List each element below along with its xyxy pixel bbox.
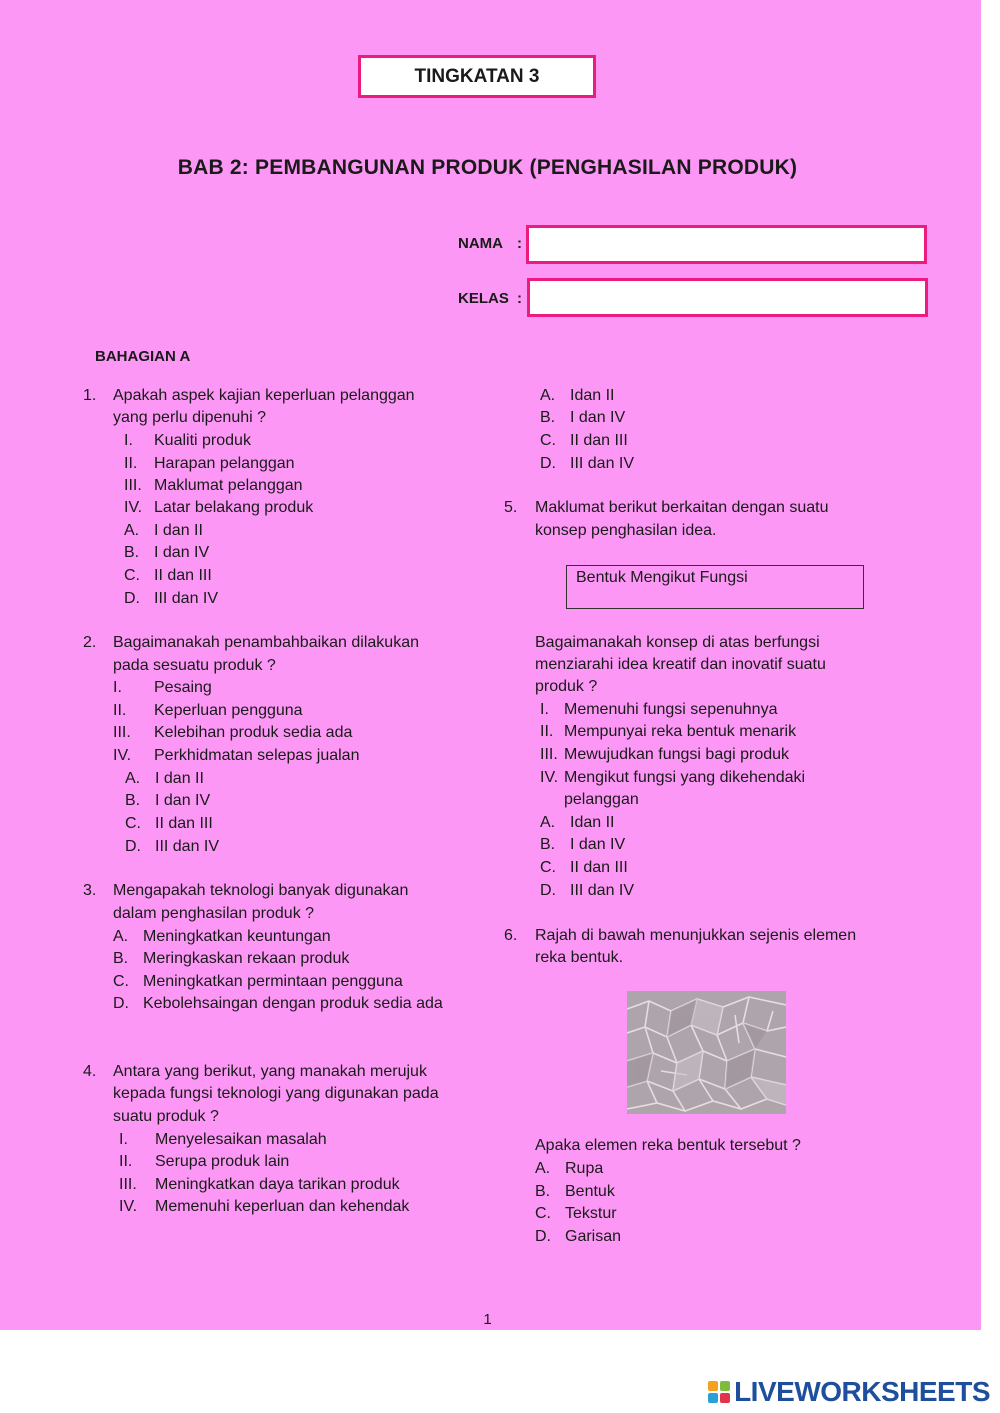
statement-number: III. [119,1176,137,1193]
option-text[interactable]: II dan III [155,815,213,832]
option-text[interactable]: I dan II [154,522,203,539]
logo-grid-icon [708,1381,730,1403]
option-text[interactable]: Kebolehsaingan dengan produk sedia ada [143,995,443,1012]
question-text: Mengapakah teknologi banyak digunakan [113,882,409,899]
option-letter[interactable]: B. [125,792,141,809]
option-text[interactable]: I dan II [155,770,204,787]
option-letter[interactable]: B. [540,836,556,853]
option-letter[interactable]: A. [540,387,556,404]
option-text[interactable]: III dan IV [570,455,635,472]
concept-box-text: Bentuk Mengikut Fungsi [576,569,748,586]
option-text[interactable]: III dan IV [155,838,220,855]
statement-text: Memenuhi fungsi sepenuhnya [564,701,778,718]
stone-texture-image [627,991,786,1114]
statement-text: Latar belakang produk [154,499,314,516]
option-text[interactable]: Meningkatkan permintaan pengguna [143,973,403,990]
option-letter[interactable]: C. [540,432,556,449]
concept-box [566,565,864,609]
option-text[interactable]: Rupa [565,1160,604,1177]
option-text[interactable]: I dan IV [570,836,626,853]
statement-text: Memenuhi keperluan dan kehendak [155,1198,410,1215]
statement-text: Mempunyai reka bentuk menarik [564,723,797,740]
question-text: Maklumat berikut berkaitan dengan suatu [535,499,829,516]
question-text: dalam penghasilan produk ? [113,905,315,922]
statement-number: IV. [540,769,559,786]
statement-text: Menyelesaikan masalah [155,1131,327,1148]
option-text[interactable]: I dan IV [570,409,626,426]
statement-text: Harapan pelanggan [154,455,295,472]
option-text[interactable]: II dan III [154,567,212,584]
question-text: kepada fungsi teknologi yang digunakan pada [113,1085,439,1102]
statement-number: I. [124,432,133,449]
option-text[interactable]: II dan III [570,859,628,876]
question-text: Apaka elemen reka bentuk tersebut ? [535,1137,801,1154]
option-text[interactable]: Meringkaskan rekaan produk [143,950,350,967]
question-number: 5. [504,499,518,516]
question-text: Rajah di bawah menunjukkan sejenis elemen [535,927,857,944]
option-text[interactable]: III dan IV [570,882,635,899]
option-letter[interactable]: A. [540,814,556,831]
option-text[interactable]: Tekstur [565,1205,617,1222]
statement-number: I. [119,1131,128,1148]
statement-number: I. [540,701,549,718]
question-text: produk ? [535,678,598,695]
option-letter[interactable]: D. [535,1228,551,1245]
chapter-title: BAB 2: PEMBANGUNAN PRODUK (PENGHASILAN PRODUK) [177,156,798,179]
statement-text: Meningkatkan daya tarikan produk [155,1176,400,1193]
question-text: pada sesuatu produk ? [113,657,276,674]
section-title: BAHAGIAN A [95,348,191,365]
question-text: menziarahi idea kreatif dan inovatif suatu [535,656,826,673]
option-text[interactable]: II dan III [570,432,628,449]
option-text[interactable]: Garisan [565,1228,622,1245]
question-number: 4. [83,1063,97,1080]
question-text: Bagaimanakah konsep di atas berfungsi [535,634,820,651]
option-text[interactable]: Idan II [570,814,615,831]
option-letter[interactable]: D. [113,995,129,1012]
question-text: Bagaimanakah penambahbaikan dilakukan [113,634,419,651]
statement-text: Perkhidmatan selepas jualan [154,747,360,764]
option-letter[interactable]: C. [113,973,129,990]
statement-text: Serupa produk lain [155,1153,290,1170]
statement-text: Mengikut fungsi yang dikehendaki [564,769,806,786]
option-letter[interactable]: C. [535,1205,551,1222]
question-text: Apakah aspek kajian keperluan pelanggan [113,387,415,404]
statement-number: II. [119,1153,133,1170]
option-letter[interactable]: A. [113,928,129,945]
option-letter[interactable]: D. [540,455,556,472]
liveworksheets-logo [708,1376,990,1408]
statement-number: IV. [113,747,132,764]
statement-text: Mewujudkan fungsi bagi produk [564,746,790,763]
statement-number: II. [113,702,127,719]
statement-text: Keperluan pengguna [154,702,303,719]
statement-number: III. [113,724,131,741]
question-number: 6. [504,927,518,944]
statement-number: IV. [124,499,143,516]
option-letter[interactable]: B. [535,1183,551,1200]
option-text[interactable]: I dan IV [154,544,210,561]
option-letter[interactable]: C. [124,567,140,584]
option-letter[interactable]: D. [540,882,556,899]
class-input[interactable] [527,278,928,317]
option-letter[interactable]: B. [124,544,140,561]
option-text[interactable]: Idan II [570,387,615,404]
option-letter[interactable]: D. [124,590,140,607]
option-letter[interactable]: A. [535,1160,551,1177]
statement-text: Kualiti produk [154,432,251,449]
statement-text: Maklumat pelanggan [154,477,303,494]
option-text[interactable]: I dan IV [155,792,211,809]
question-text: Antara yang berikut, yang manakah merujuk [113,1063,427,1080]
option-letter[interactable]: D. [125,838,141,855]
statement-text: Kelebihan produk sedia ada [154,724,353,741]
option-letter[interactable]: B. [540,409,556,426]
statement-text: pelanggan [564,791,639,808]
class-label: KELAS [458,290,509,307]
statement-number: IV. [119,1198,138,1215]
question-text: reka bentuk. [535,949,624,966]
page-number: 1 [483,1311,492,1328]
statement-number: III. [124,477,142,494]
question-text: yang perlu dipenuhi ? [113,409,267,426]
option-letter[interactable]: C. [540,859,556,876]
statement-number: II. [540,723,554,740]
statement-number: I. [113,679,122,696]
option-text[interactable]: III dan IV [154,590,219,607]
option-letter[interactable]: A. [125,770,141,787]
option-text[interactable]: Meningkatkan keuntungan [143,928,331,945]
question-number: 2. [83,634,97,651]
name-input[interactable] [526,225,927,264]
statement-number: II. [124,455,138,472]
question-number: 1. [83,387,97,404]
name-label: NAMA [458,235,503,252]
brand-name: LIVEWORKSHEETS [734,1376,990,1407]
question-text: suatu produk ? [113,1108,219,1125]
option-letter[interactable]: C. [125,815,141,832]
option-letter[interactable]: B. [113,950,129,967]
statement-text: Pesaing [154,679,212,696]
grade-box [358,55,596,98]
question-text: konsep penghasilan idea. [535,522,717,539]
grade-label: TINGKATAN 3 [414,65,540,87]
question-number: 3. [83,882,97,899]
option-text[interactable]: Bentuk [565,1183,615,1200]
statement-number: III. [540,746,558,763]
name-colon: : [517,235,522,252]
option-letter[interactable]: A. [124,522,140,539]
class-colon: : [517,290,522,307]
